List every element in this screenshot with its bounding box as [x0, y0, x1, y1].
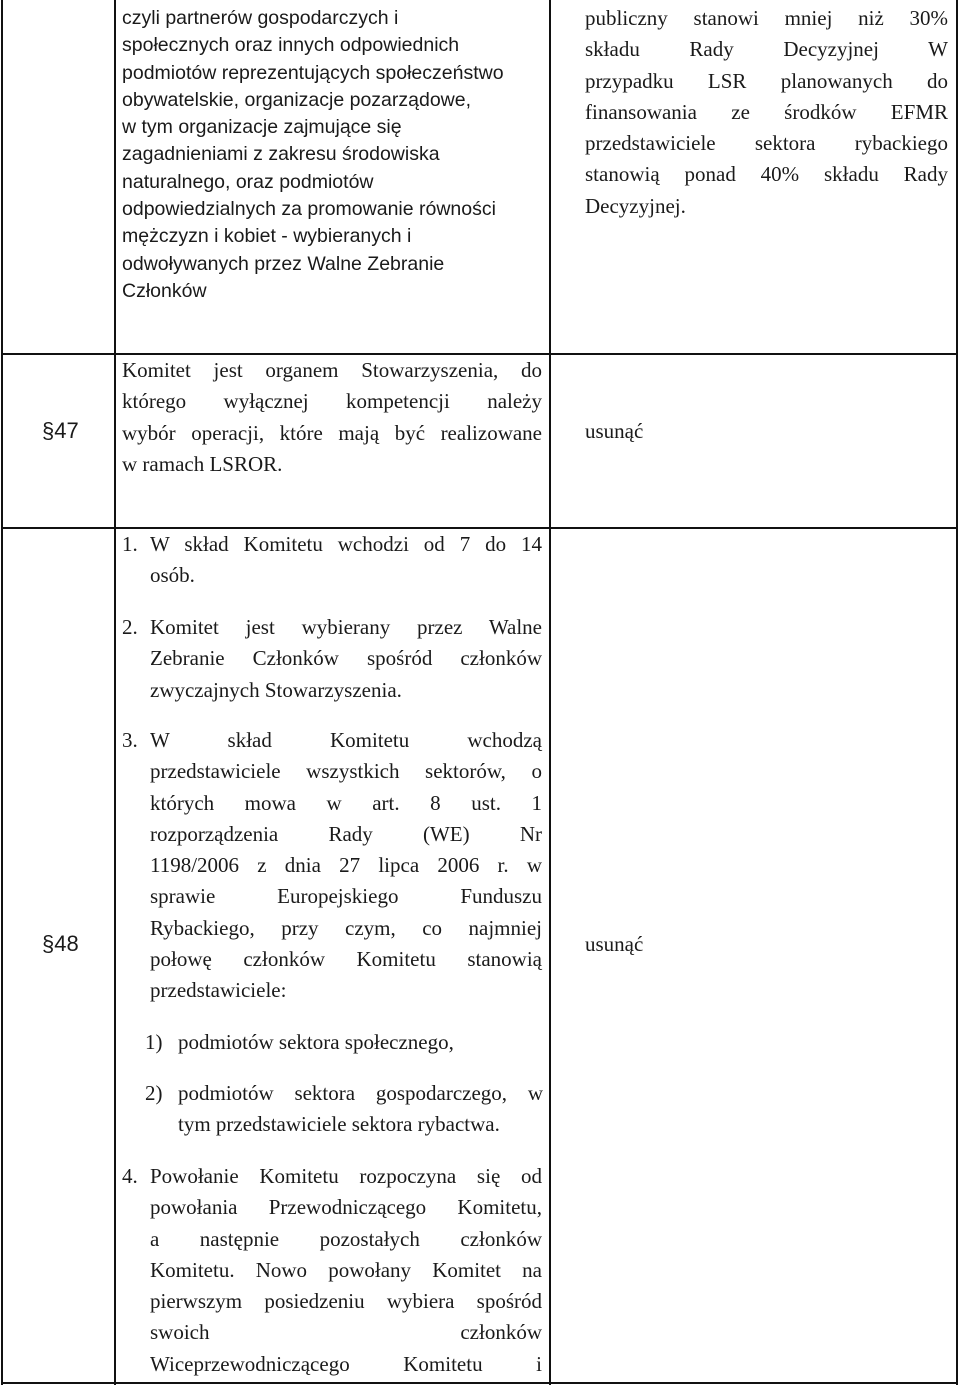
- text-line: obywatelskie, organizacje pozarządowe,: [122, 88, 472, 111]
- text-line: których mowa w art. 8 ust. 1: [150, 790, 542, 815]
- section-48-label: §48: [42, 931, 79, 956]
- table-border-col1: [114, 0, 116, 1385]
- text-line: finansowania ze środków EFMR: [585, 99, 948, 124]
- text-line: wybór operacji, które mają być realizowane: [122, 420, 542, 445]
- top-row-left-text: [122, 5, 547, 305]
- text-line: zagadnieniami z zakresu środowiska: [122, 143, 440, 166]
- text-line: podmiotów reprezentujących społeczeństwo: [122, 61, 504, 84]
- text-line: w tym organizacje zajmujące się: [122, 116, 402, 139]
- table-border-left: [1, 0, 3, 1385]
- table-border-right: [956, 0, 958, 1385]
- text-line: a następnie pozostałych członków: [150, 1226, 542, 1251]
- list-number: 2): [145, 1081, 163, 1105]
- text-line: w ramach LSROR.: [122, 451, 283, 476]
- paragraph-number: 2.: [122, 615, 138, 639]
- text-line: przypadku LSR planowanych do: [585, 68, 948, 93]
- text-line: naturalnego, oraz podmiotów: [122, 170, 374, 193]
- text-line: pierwszym posiedzeniu wybiera spośród: [150, 1289, 542, 1314]
- text-line: Członków: [122, 279, 207, 302]
- text-line: podmiotów sektora gospodarczego, w: [178, 1081, 543, 1105]
- text-line: tym przedstawiciele sektora rybactwa.: [178, 1112, 500, 1137]
- text-line: społecznych oraz innych odpowiednich: [122, 34, 460, 57]
- text-line: Powołanie Komitetu rozpoczyna się od: [150, 1164, 542, 1188]
- text-line: sprawie Europejskiego Funduszu: [150, 884, 542, 909]
- text-line: odpowiedzialnych za promowanie równości: [122, 198, 496, 221]
- paragraph-number: 1.: [122, 532, 138, 556]
- text-line: W skład Komitetu wchodzą: [150, 728, 542, 752]
- text-line: W skład Komitetu wchodzi od 7 do 14: [150, 532, 542, 556]
- section-48-action: usunąć: [585, 932, 644, 956]
- text-line: Komitet jest wybierany przez Walne: [150, 615, 542, 639]
- text-line: połowę członków Komitetu stanowią: [150, 947, 542, 972]
- paragraph-number: 4.: [122, 1164, 138, 1188]
- paragraph-number: 3.: [122, 728, 138, 752]
- text-line: swoich członków: [150, 1320, 542, 1345]
- text-line: przedstawiciele sektora rybackiego: [585, 131, 948, 156]
- list-number: 1): [145, 1030, 163, 1054]
- text-line: którego wyłącznej kompetencji należy: [122, 389, 542, 414]
- section-47-label: §47: [42, 418, 79, 443]
- text-line: Wiceprzewodniczącego Komitetu i: [150, 1351, 542, 1376]
- text-line: zwyczajnych Stowarzyszenia.: [150, 677, 402, 702]
- text-line: publiczny stanowi mniej niż 30%: [585, 6, 948, 30]
- text-line: powołania Przewodniczącego Komitetu,: [150, 1195, 542, 1220]
- section-47-action: usunąć: [585, 419, 644, 443]
- text-line: Komitet jest organem Stowarzyszenia, do: [122, 358, 542, 382]
- table-border-bottom: [1, 1382, 958, 1384]
- text-line: odwoływanych przez Walne Zebranie: [122, 252, 445, 275]
- section-47-text: [122, 355, 542, 480]
- text-line: składu Rady Decyzyjnej W: [585, 37, 948, 62]
- text-line: przedstawiciele wszystkich sektorów, o: [150, 759, 542, 784]
- text-line: rozporządzenia Rady (WE) Nr: [150, 821, 542, 846]
- text-line: stanowią ponad 40% składu Rady: [585, 162, 948, 187]
- table-border-col2: [549, 0, 551, 1385]
- text-line: Decyzyjnej.: [585, 193, 686, 218]
- text-line: osób.: [150, 563, 195, 588]
- text-line: czyli partnerów gospodarczych i: [122, 7, 399, 29]
- text-line: 1198/2006 z dnia 27 lipca 2006 r. w: [150, 853, 542, 878]
- text-line: mężczyzn i kobiet - wybieranych i: [122, 225, 412, 248]
- text-line: Rybackiego, przy czym, co najmniej: [150, 915, 542, 940]
- text-line: Komitetu. Nowo powołany Komitet na: [150, 1257, 542, 1282]
- text-line: Zebranie Członków spośród członków: [150, 646, 542, 671]
- text-line: przedstawiciele:: [150, 978, 287, 1003]
- top-row-right-text: [585, 3, 948, 222]
- text-line: podmiotów sektora społecznego,: [178, 1030, 454, 1054]
